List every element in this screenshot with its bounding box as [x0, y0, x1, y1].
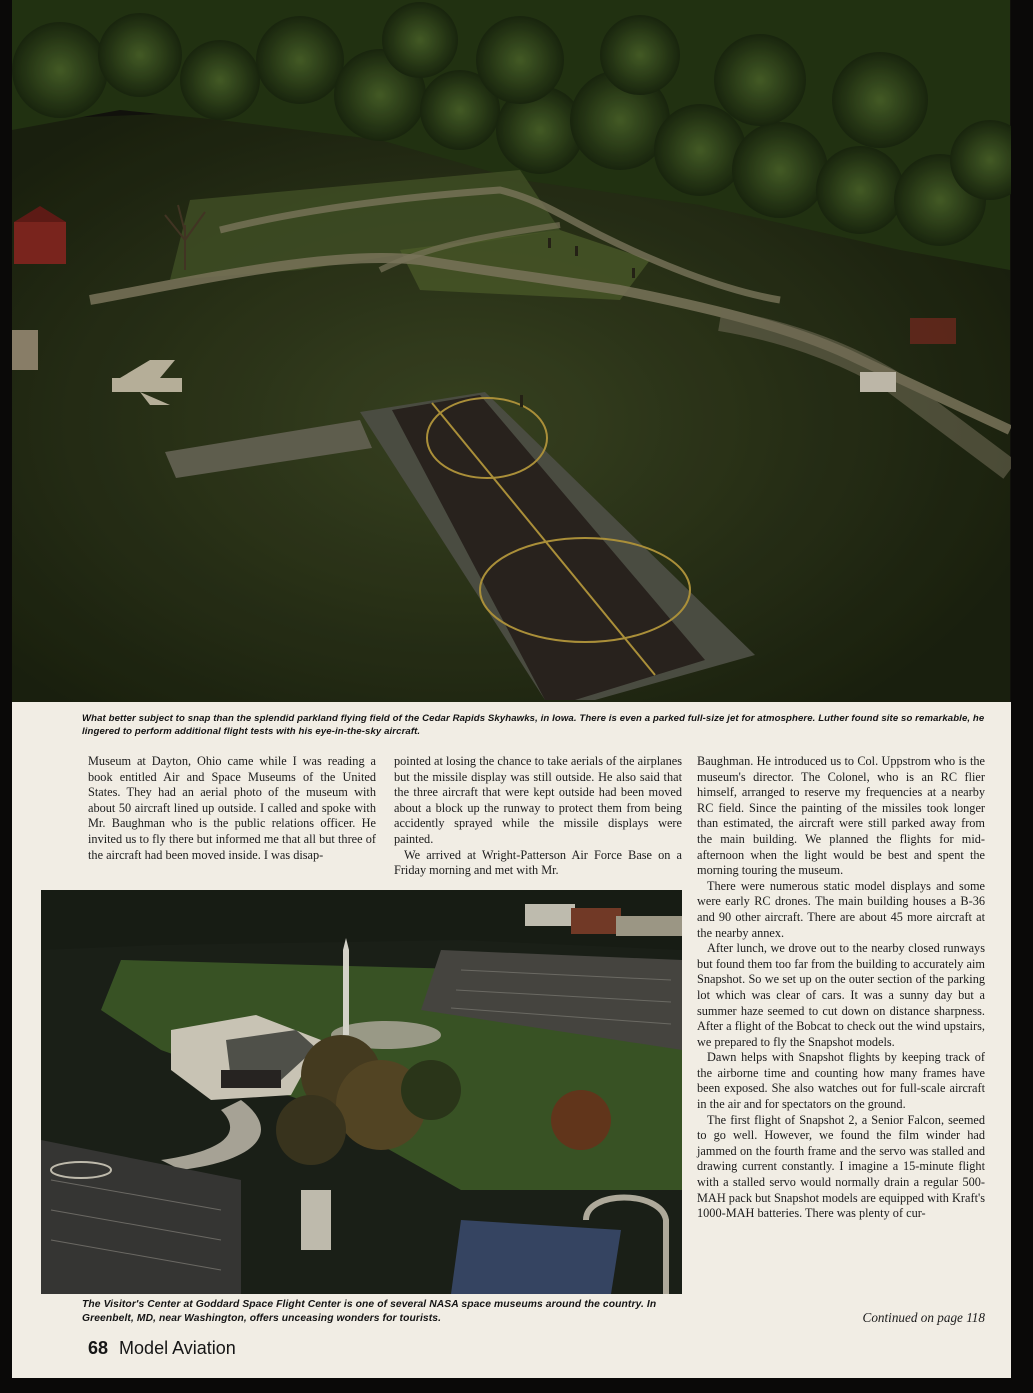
continued-note: Continued on page 118 — [862, 1310, 985, 1325]
paragraph: The first flight of Snapshot 2, a Senior Falcon, seemed to go well. However, we found the film winder had jammed on the fourth frame and the servo was stalled and drawing current constantly. I imagine a 15-minute flight with a stalled servo would normally drain a regular 500-MAH pack but Snapshot models are equipped with Kraft's 1000-MAH batteries. There was plenty of cur- — [697, 1112, 985, 1221]
text-column-3 — [697, 754, 985, 1222]
paragraph: Dawn helps with Snapshot flights by keeping track of the airborne time and counting how many frames have been exposed. She also watches out for full-scale aircraft in the air and for spectators on the ground. — [697, 1050, 985, 1112]
magazine-title: Model Aviation — [119, 1338, 236, 1358]
paragraph: We arrived at Wright-Patterson Air Force Base on a Friday morning and met with Mr. — [394, 847, 682, 878]
paragraph: There were numerous static model displays and some were early RC drones. The main building houses a B-36 and 90 other aircraft. There are about 45 more aircraft at the nearby annex. — [697, 878, 985, 940]
top-photo-caption: What better subject to snap than the splendid parkland flying field of the Cedar Rapids Skyhawks, in Iowa. There is even a parked full-size jet for atmosphere. Luther found site so remarkable, he lingered to perform additional flight tests with his eye-in-the-sky aircraft. — [82, 713, 985, 737]
paragraph: pointed at losing the chance to take aerials of the airplanes but the missile display was still outside. He also said that the three aircraft that were kept outside had been moved about a block up the runway to protect them from being accidently sprayed while the missile displays were painted. — [394, 754, 682, 846]
page-footer — [88, 1338, 236, 1359]
paragraph: After lunch, we drove out to the nearby closed runways but found them too far from the building to accurately aim Snapshot. So we set up on the outer section of the parking lot which was clear of cars. It was a sunny day but a summer haze seemed to cut down on distance sharpness. After a flight of the Bobcat to check out the wind upstairs, we prepared to fly the Snapshot models. — [697, 941, 985, 1049]
aerial-photo-visitors-center — [41, 890, 682, 1294]
page-number: 68 — [88, 1338, 109, 1358]
paragraph: Museum at Dayton, Ohio came while I was reading a book entitled Air and Space Museums of the United States. They had an aerial photo of the museum with about 50 aircraft lined up outside. I called and spoke with Mr. Baughman who is the public relations officer. He invited us to fly there but informed me that all but three of the aircraft had been moved inside. I was disap- — [88, 754, 376, 862]
paragraph: Baughman. He introduced us to Col. Uppstrom who is the museum's director. The Colonel, who is an RC flier himself, arranged to reserve my frequencies at a nearby RC field. Since the painting of the missiles took longer than estimated, the aircraft were still parked away from the main building. We planned the flights for mid-afternoon when the light would be best and spent the morning touring the museum. — [697, 754, 985, 878]
page-edge-left — [0, 0, 12, 1393]
text-column-2 — [394, 754, 682, 879]
page-edge-right — [1011, 0, 1033, 1393]
inset-photo-caption: The Visitor's Center at Goddard Space Flight Center is one of several NASA space museums around the country. In Greenbelt, MD, near Washington, offers unceasing wonders for tourists. — [82, 1299, 657, 1324]
text-column-1 — [88, 754, 376, 863]
page-edge-bottom — [0, 1378, 1033, 1393]
